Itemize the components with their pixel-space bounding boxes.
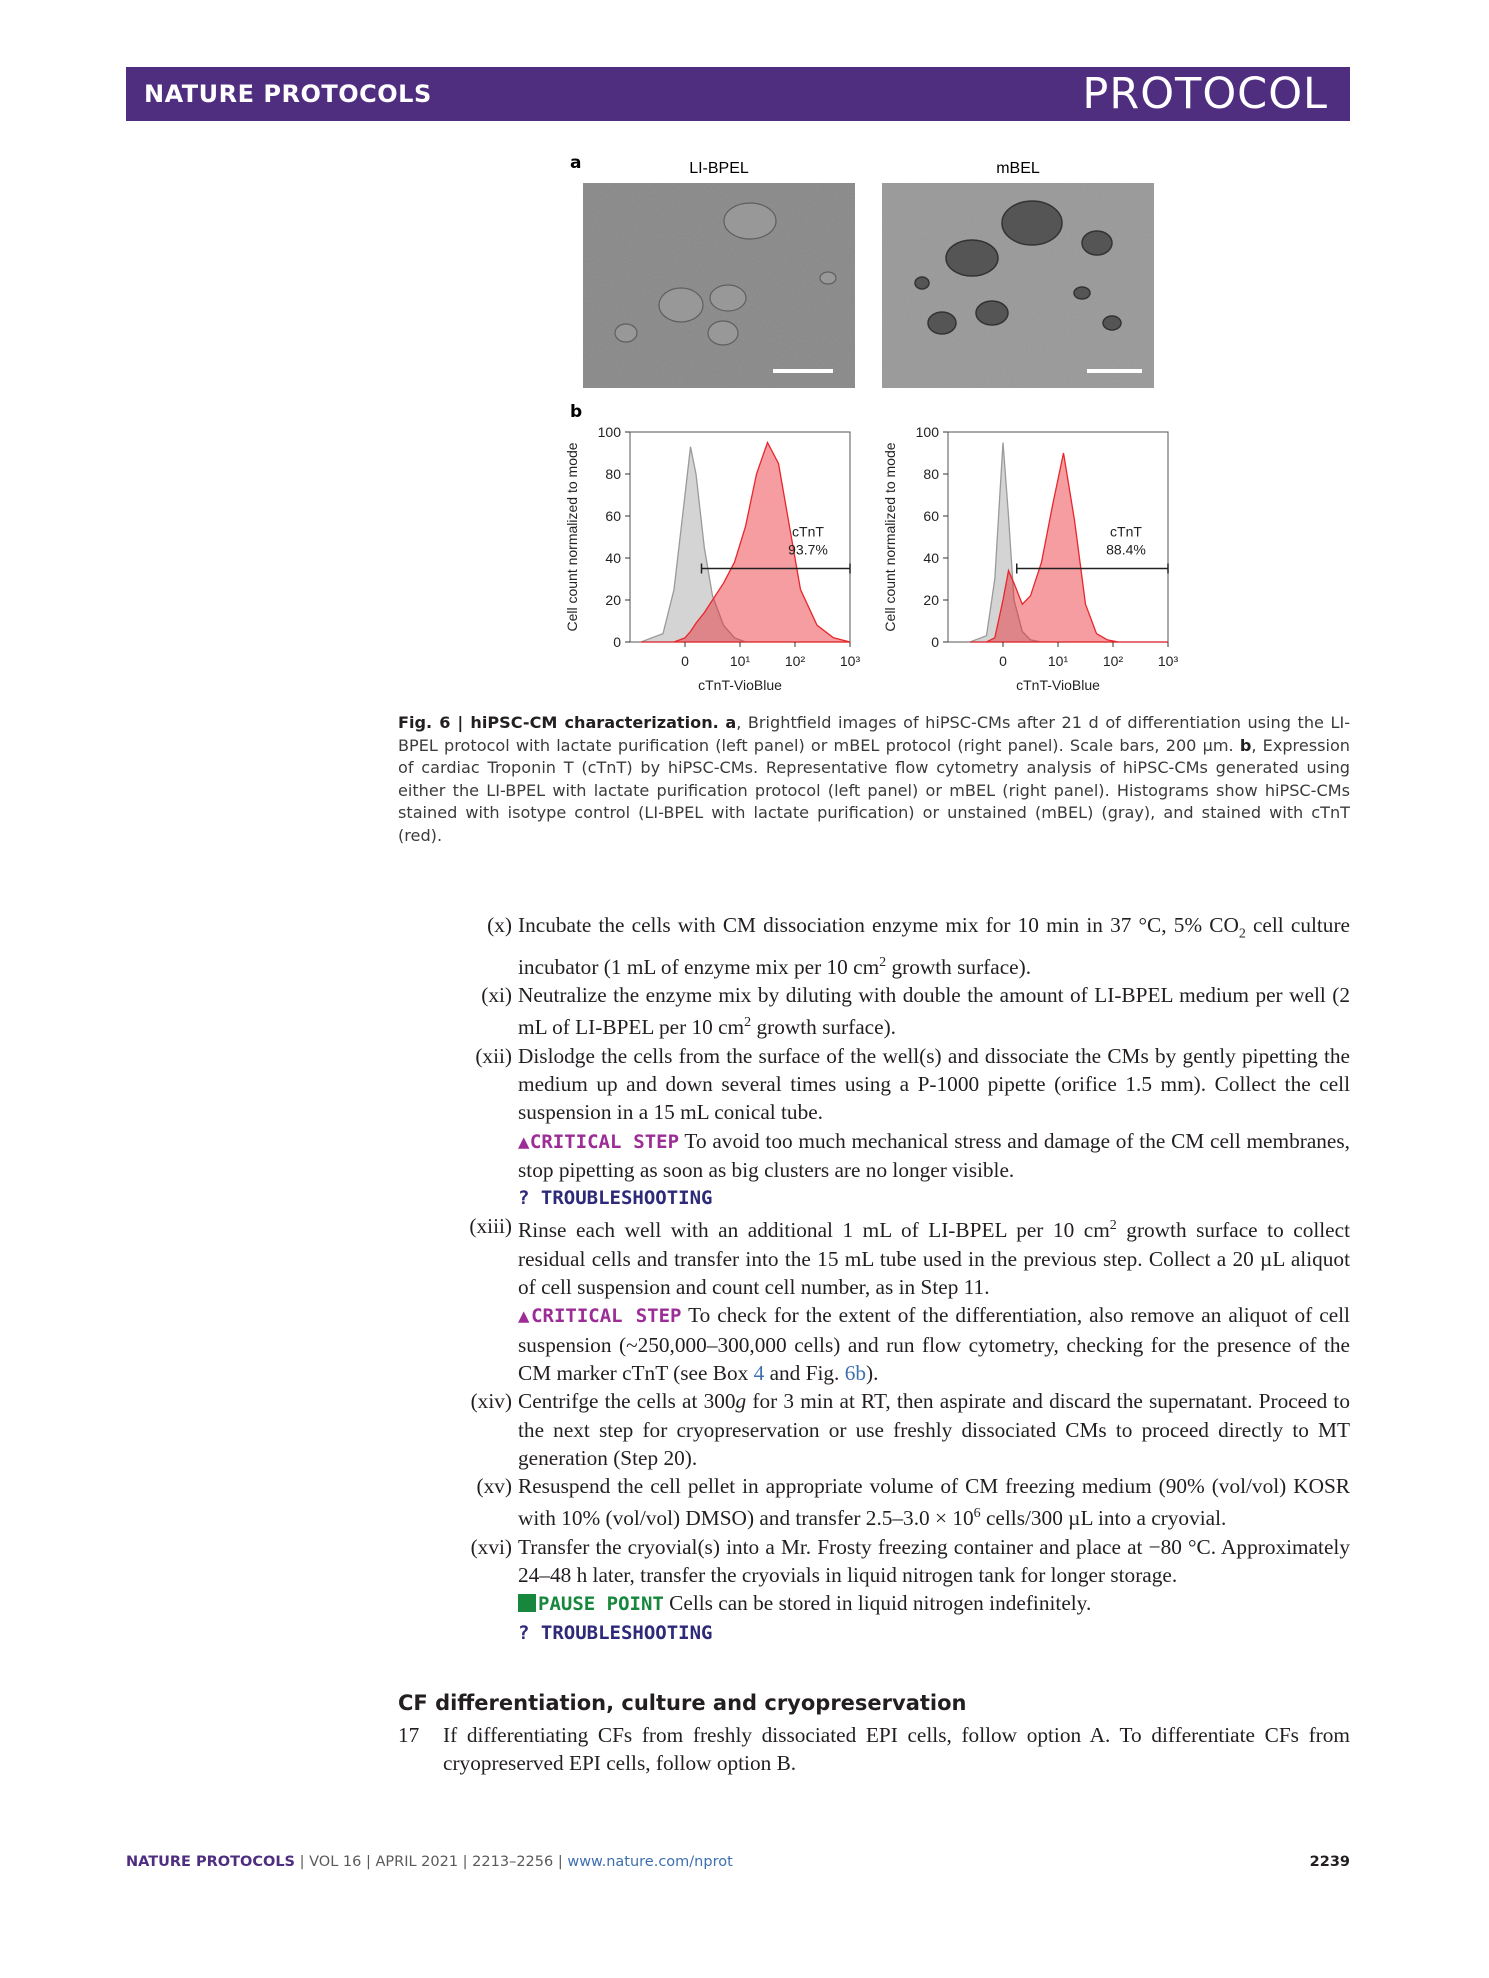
x-tick-label: 10¹: [1047, 653, 1069, 669]
critical-step-label: ▲CRITICAL STEP: [518, 1130, 680, 1153]
panel-b-label: b: [570, 402, 583, 422]
x-tick-label: 10³: [839, 653, 861, 669]
y-tick-label: 40: [923, 550, 939, 566]
figure-caption: [398, 712, 1350, 848]
x-tick-label: 10²: [784, 653, 806, 669]
y-tick-label: 0: [613, 634, 621, 650]
pause-point: PAUSE POINT Cells can be stored in liquid nitrogen indefinitely.: [398, 1589, 1350, 1618]
image-left-title: LI-BPEL: [689, 160, 749, 177]
step-xiv: (xiv) Centrifge the cells at 300g for 3 min at RT, then aspirate and discard the supernatant. Proceed to the next step for cryopreservation or use freshly dissociated CMs to proceed directly to MT generation (Step 20).: [470, 1389, 1350, 1470]
image-right-title: mBEL: [996, 160, 1040, 177]
section-label: PROTOCOL: [1082, 69, 1328, 119]
troubleshooting-link-1[interactable]: ? TROUBLESHOOTING: [518, 1187, 713, 1210]
x-tick-label: 10²: [1102, 653, 1124, 669]
y-axis-label: Cell count normalized to mode: [882, 442, 898, 632]
footer-url[interactable]: www.nature.com/nprot: [567, 1854, 733, 1870]
y-tick-label: 60: [605, 508, 621, 524]
pause-point-label: PAUSE POINT: [538, 1593, 664, 1616]
fig-6b-link[interactable]: 6b: [844, 1360, 867, 1385]
pause-square-icon: [518, 1594, 536, 1612]
box-4-link[interactable]: 4: [753, 1360, 765, 1385]
step-xii: (xii) Dislodge the cells from the surface of the well(s) and dissociate the CMs by gently pipetting the medium up and down several times using a P-1000 pipette (orifice 1.5 mm). Collect the cell suspension in a 15 mL conical tube.: [475, 1043, 1350, 1125]
x-axis-label: cTnT-VioBlue: [698, 677, 782, 693]
y-tick-label: 20: [605, 592, 621, 608]
caption-text-a: , Brightfield images of hiPSC-CMs after 21 d of differentiation using the LI-BPEL protocol with lactate purification (left panel) or mBEL protocol (right panel). Scale bars, 200 µm.: [398, 713, 1350, 755]
y-tick-label: 40: [605, 550, 621, 566]
journal-name: NATURE PROTOCOLS: [144, 80, 432, 108]
y-axis-label: Cell count normalized to mode: [564, 442, 580, 632]
caption-b: b: [1239, 735, 1252, 755]
step-x: (x) Incubate the cells with CM dissociation enzyme mix for 10 min in 37 °C, 5% $CO_2$ cell culture incubator (1 mL of enzyme mix per 10 $cm^2$ growth surface).: [487, 913, 1350, 979]
gate-value: 93.7%: [788, 541, 828, 558]
caption-label: Fig. 6 | hiPSC-CM characterization.: [398, 713, 719, 732]
x-tick-label: 10³: [1157, 653, 1179, 669]
x-tick-label: 10¹: [729, 653, 751, 669]
y-tick-label: 80: [923, 466, 939, 482]
step-17: 17 If differentiating CFs from freshly dissociated EPI cells, follow option A. To differentiate CFs from cryopreserved EPI cells, follow option B.: [398, 1723, 1350, 1776]
y-tick-label: 0: [931, 634, 939, 650]
step-xvi: (xvi) Transfer the cryovial(s) into a Mr. Frosty freezing container and place at −80 °C. Approximately 24–48 h later, transfer the cryovials in liquid nitrogen tank for longer storage.: [470, 1534, 1350, 1588]
y-tick-label: 20: [923, 592, 939, 608]
procedure-steps: [398, 911, 1350, 1647]
caption-a: a: [725, 713, 737, 732]
footer-date: APRIL 2021: [375, 1854, 459, 1870]
brightfield-image-right: [882, 183, 1154, 388]
step-xv: (xv) Resuspend the cell pellet in appropriate volume of CM freezing medium (90% (vol/vol) KOSR with 10% (vol/vol) DMSO) and transfer $2.5-3.0 \times 10^6$ cells/300 µL into a cryovial.: [476, 1474, 1350, 1531]
gate-value: 88.4%: [1106, 541, 1146, 558]
y-tick-label: 60: [923, 508, 939, 524]
header-band: [126, 67, 1350, 121]
footer-journal: NATURE PROTOCOLS: [126, 1854, 296, 1870]
flow-cytometry-histograms: [555, 418, 1195, 708]
step-xi: (xi) Neutralize the enzyme mix by diluting with double the amount of LI-BPEL medium per well (2 mL of LI-BPEL per 10 $cm^2$ growth surface).: [481, 982, 1350, 1040]
troubleshooting-link-2[interactable]: ? TROUBLESHOOTING: [518, 1621, 713, 1644]
caption-text-b: , Expression of cardiac Troponin T (cTnT) by hiPSC-CMs. Representative flow cytometry analysis of hiPSC-CMs generated using either the LI-BPEL with lactate purification protocol (left panel) or mBEL (right panel). Histograms show hiPSC-CMs stained with isotype control (LI-BPEL with lactate purification) or unstained (mBEL) (gray), and stained with cTnT (red).: [398, 735, 1351, 845]
critical-step-2: ▲CRITICAL STEP To check for the extent of the differentiation, also remove an aliquot of cell suspension (~250,000–300,000 cells) and run flow cytometry, checking for the presence of the CM marker cTnT (see Box 4 and Fig. 6b).: [518, 1303, 1350, 1385]
step-xiii: (xiii) Rinse each well with an additional 1 mL of LI-BPEL per 10 $cm^2$ growth surface to collect residual cells and transfer into the 15 mL tube used in the previous step. Collect a 20 µL aliquot of cell suspension and count cell number, as in Step 11.: [469, 1214, 1350, 1300]
y-tick-label: 100: [597, 424, 621, 440]
x-tick-label: 0: [999, 653, 1007, 669]
gate-label: cTnT: [1110, 523, 1142, 540]
panel-a-label: a: [570, 153, 582, 173]
x-tick-label: 0: [681, 653, 689, 669]
page-number: 2239: [1309, 1854, 1350, 1870]
y-tick-label: 100: [915, 424, 939, 440]
subsection-heading: CF differentiation, culture and cryopreservation: [398, 1691, 967, 1715]
brightfield-image-left: [583, 183, 855, 388]
page-footer: NATURE PROTOCOLS | VOL 16 | APRIL 2021 | 2213–2256 | www.nature.com/nprot 2239: [126, 1854, 1350, 1870]
x-axis-label: cTnT-VioBlue: [1016, 677, 1100, 693]
gate-label: cTnT: [792, 523, 824, 540]
footer-pages: 2213–2256: [472, 1854, 554, 1870]
y-tick-label: 80: [605, 466, 621, 482]
footer-volume: VOL 16: [309, 1854, 362, 1870]
critical-step-1: ▲CRITICAL STEP To avoid too much mechanical stress and damage of the CM cell membranes, stop pipetting as soon as big clusters are no longer visible.: [518, 1128, 1350, 1182]
